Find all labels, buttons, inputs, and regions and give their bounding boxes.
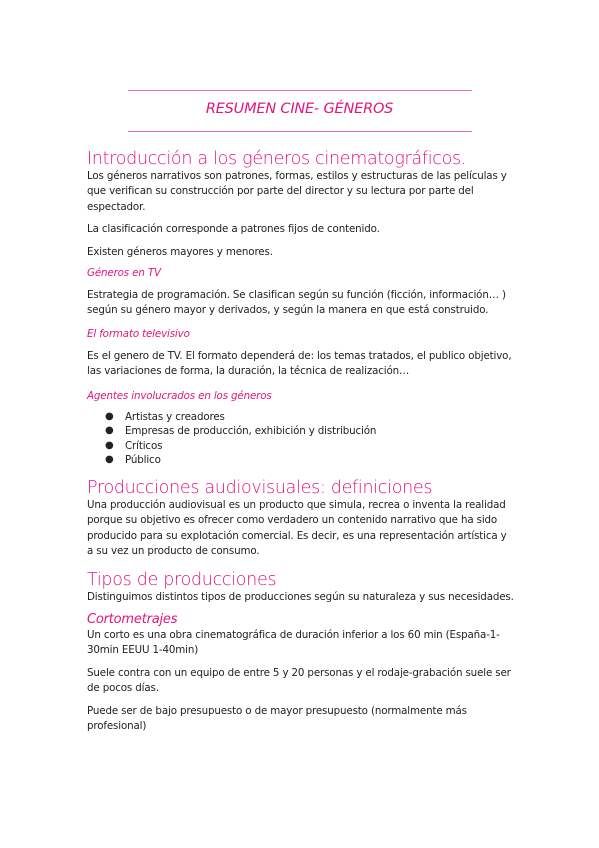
paragraph: Es el genero de TV. El formato dependerá de: los temas tratados, el publico objetivo, las variaciones de forma, la duración, la técnica de realización…: [87, 349, 512, 378]
bullet-icon: ●: [105, 410, 114, 422]
subheading-agents: Agentes involucrados en los géneros: [87, 389, 272, 402]
list-item: ● Público: [105, 454, 161, 467]
paragraph: Distinguimos distintos tipos de producciones según su naturaleza y sus necesidades.: [87, 590, 514, 603]
page-title: RESUMEN CINE- GÉNEROS: [205, 101, 394, 117]
paragraph: Suele contra con un equipo de entre 5 y 20 personas y el rodaje-grabación suele ser de pocos días.: [87, 666, 511, 695]
bullet-icon: ●: [105, 439, 114, 451]
list-item: ● Artistas y creadores: [105, 410, 225, 423]
heading-intro: Introducción a los géneros cinematográficos.: [87, 149, 467, 169]
document-body: [87, 149, 515, 735]
paragraph: La clasificación corresponde a patrones fijos de contenido.: [87, 223, 380, 236]
paragraph: Puede ser de bajo presupuesto o de mayor presupuesto (normalmente más profesional): [87, 704, 467, 733]
paragraph: Existen géneros mayores y menores.: [87, 245, 273, 258]
paragraph: Una producción audiovisual es un producto que simula, recrea o inventa la realidad porque su objetivo es ofrecer como verdadero un contenido narrativo que ha sido producido para su explotación comercial. Es decir, es una representación artística y a su vez un producto de consumo.: [87, 499, 507, 558]
agents-list: [87, 410, 515, 468]
bullet-icon: ●: [105, 425, 114, 437]
list-item: ● Críticos: [105, 439, 163, 452]
title-rule-bottom: [128, 131, 472, 132]
paragraph: Estrategia de programación. Se clasifican según su función (ficción, información… ) según su género mayor y derivados, y según la manera en que está construido.: [87, 289, 506, 317]
paragraph: Los géneros narrativos son patrones, formas, estilos y estructuras de las películas y que verifican su construcción por parte del director y su lectura por parte del espectador.: [87, 170, 507, 213]
heading-producciones: Producciones audiovisuales: definiciones: [87, 478, 433, 499]
subheading-cortometrajes: Cortometrajes: [87, 612, 178, 628]
subheading-format: El formato televisivo: [87, 327, 190, 340]
heading-tipos: Tipos de producciones: [87, 569, 277, 590]
title-rule-top: [128, 90, 472, 91]
list-item: ● Empresas de producción, exhibición y distribución: [105, 425, 377, 438]
bullet-icon: ●: [105, 454, 114, 466]
subheading-tv: Géneros en TV: [87, 267, 161, 280]
paragraph: Un corto es una obra cinematográfica de duración inferior a los 60 min (España-1-30min EEUU 1-40min): [87, 629, 500, 657]
